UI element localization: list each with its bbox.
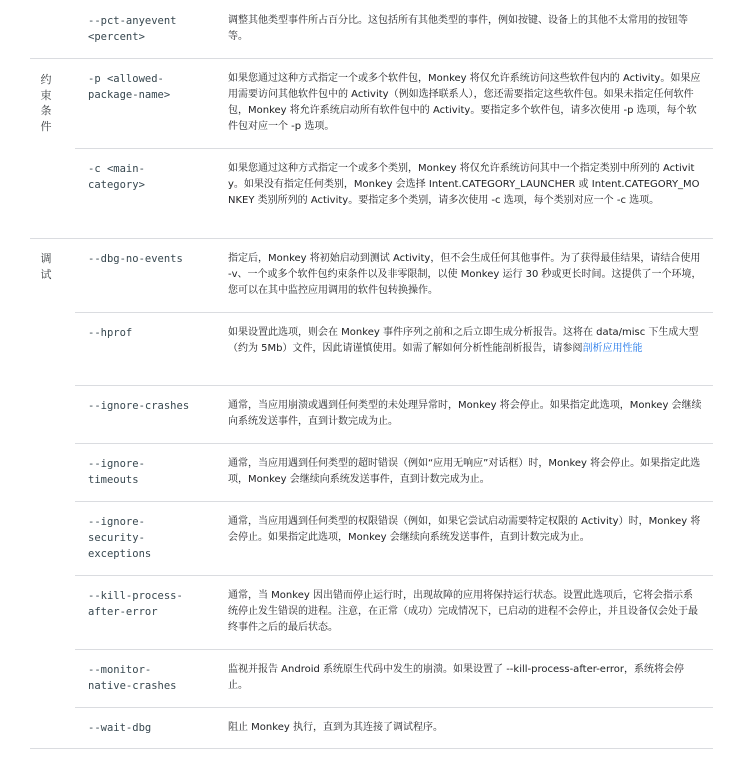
option-description: 监视并报告 Android 系统原生代码中发生的崩溃。如果设置了 --kill-process-after-error，系统将会停止。 [228,664,685,691]
option-name: --monitor- native-crashes [88,664,177,692]
category-label-debug: 调 试 [40,252,52,281]
option-name: --ignore-crashes [88,400,190,412]
option-name: --dbg-no-events [88,253,183,265]
row-divider [75,649,713,650]
option-description: 如果您通过这种方式指定一个或多个类别，Monkey 将仅允许系统访问其中一个指定类别中所列的 Activity。如果没有指定任何类别，Monkey 会选择 Intent.CATEGORY_LAUNCHER 或 Intent.CATEGORY_MONKEY 类别所列的 Activity。要指定多个类别，请多次使用 -c 选项，每个类别对应一个 -c 选项。 [228,163,700,206]
row-divider [75,312,713,313]
option-name: --wait-dbg [88,722,152,734]
row-divider [75,707,713,708]
option-name: --hprof [88,327,133,339]
option-description: 阻止 Monkey 执行，直到为其连接了调试程序。 [228,722,443,733]
row-divider [75,501,713,502]
option-description: 通常，当 Monkey 因出错而停止运行时，出现故障的应用将保持运行状态。设置此选项后，它将会指示系统停止发生错误的进程。注意，在正常（成功）完成情况下，已启动的进程不会停止，并且设备仅会处于最终事件之后的最后状态。 [228,590,698,633]
row-divider [75,148,713,149]
row-divider [75,443,713,444]
description-text: 如果设置此选项，则会在 Monkey 事件序列之前和之后立即生成分析报告。这将在 data/misc 下生成大型（约为 5Mb）文件，因此请谨慎使用。如需了解如何分析性能剖析报告，请参阅 [228,327,699,354]
option-description: 通常，当应用崩溃或遇到任何类型的未处理异常时，Monkey 将会停止。如果指定此选项，Monkey 会继续向系统发送事件，直到计数完成为止。 [228,400,702,427]
option-description: 指定后，Monkey 将初始启动到测试 Activity，但不会生成任何其他事件。为了获得最佳结果，请结合使用 -v、一个或多个软件包约束条件以及非零限制，以使 Monkey 运行 30 秒或更长时间。这提供了一个环境，您可以在其中监控应用调用的软件包转换操作。 [228,253,702,296]
row-divider [75,385,713,386]
option-name: --ignore- security- exceptions [88,516,152,560]
option-name: --pct-anyevent <percent> [88,15,177,43]
option-name: --ignore- timeouts [88,458,145,486]
row-divider [75,575,713,576]
option-description [228,325,702,357]
option-description: 调整其他类型事件所占百分比。这包括所有其他类型的事件，例如按键、设备上的其他不太常用的按钮等等。 [228,15,688,42]
option-name: -p <allowed- package-name> [88,73,171,101]
row-divider [30,748,713,749]
option-name: -c <main- category> [88,163,145,191]
option-description: 通常，当应用遇到任何类型的权限错误（例如，如果它尝试启动需要特定权限的 Activity）时，Monkey 将会停止。如果指定此选项，Monkey 会继续向系统发送事件，直到计数完成为止。 [228,516,701,543]
row-divider [30,238,713,239]
option-description: 如果您通过这种方式指定一个或多个软件包，Monkey 将仅允许系统访问这些软件包内的 Activity。如果应用需要访问其他软件包中的 Activity（例如选择联系人），您还需要指定这些软件包。如果未指定任何软件包，Monkey 将允许系统启动所有软件包中的 Activity。要指定多个软件包，请多次使用 -p 选项，每个软件包对应一个 -p 选项。 [228,73,701,132]
profiling-link[interactable]: 剖析应用性能 [582,343,643,354]
category-label-constraints: 约 束 条 件 [40,73,52,133]
row-divider [30,58,713,59]
option-description: 通常，当应用遇到任何类型的超时错误（例如“应用无响应”对话框）时，Monkey 将会停止。如果指定此选项，Monkey 会继续向系统发送事件，直到计数完成为止。 [228,458,701,485]
option-name: --kill-process- after-error [88,590,183,618]
